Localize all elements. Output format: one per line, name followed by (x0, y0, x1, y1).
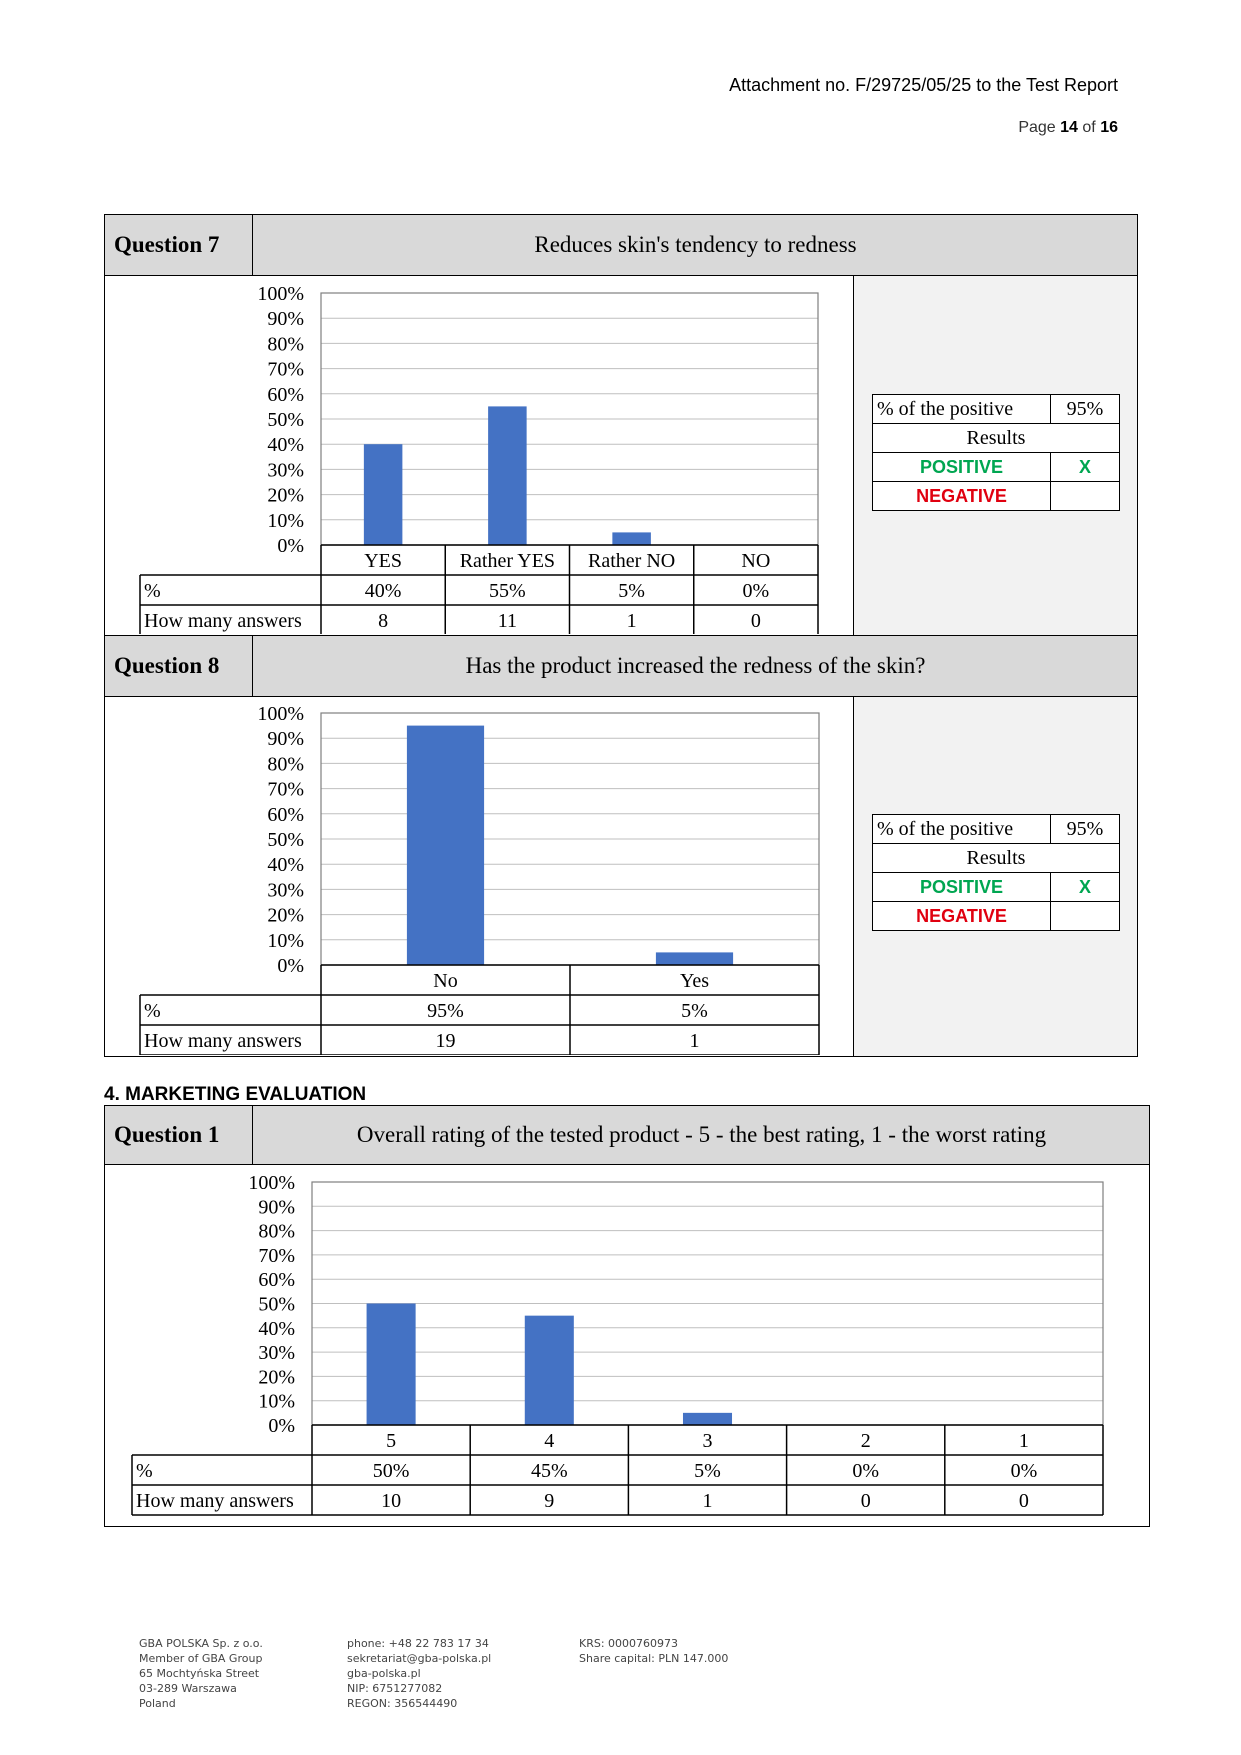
row-label-percent: % (136, 1460, 153, 1482)
y-tick-label: 20% (267, 484, 304, 507)
footer-registry (579, 1636, 728, 1666)
answer-count: 19 (435, 1030, 456, 1052)
question-label: Question 7 (105, 215, 253, 275)
percent-value: 95% (427, 1000, 464, 1022)
results-table (872, 814, 1120, 931)
question-label: Question 1 (105, 1106, 253, 1164)
results-label: Results (873, 844, 1120, 873)
answer-count: 0 (1018, 1490, 1029, 1512)
question-label: Question 8 (105, 636, 253, 696)
question-8-box (104, 635, 1138, 1057)
question-8-header (105, 636, 1137, 697)
positive-percent-value: 95% (1051, 395, 1120, 424)
answer-count: 11 (497, 610, 518, 632)
percent-value: 5% (694, 1460, 721, 1482)
negative-mark (1051, 482, 1120, 511)
answer-count: 1 (702, 1490, 713, 1512)
marketing-question-1-box (104, 1105, 1150, 1527)
y-tick-label: 100% (248, 1172, 295, 1194)
row-label-count: How many answers (144, 610, 302, 632)
positive-percent-label: % of the positive (873, 815, 1051, 844)
results-table (872, 394, 1120, 511)
category-label: Yes (679, 970, 710, 992)
category-label: YES (364, 550, 403, 572)
answer-count: 10 (381, 1490, 402, 1512)
footer-line: Poland (139, 1697, 176, 1710)
y-tick-label: 50% (267, 829, 304, 851)
y-tick-label: 50% (267, 409, 304, 431)
results-label: Results (873, 424, 1120, 453)
footer-regon: REGON: 356544490 (347, 1697, 458, 1710)
answer-count: 8 (378, 610, 389, 632)
y-tick-label: 70% (258, 1244, 295, 1267)
results-panel (853, 697, 1137, 1056)
percent-value: 40% (364, 580, 402, 602)
y-tick-label: 30% (267, 879, 304, 902)
footer-line: 03-289 Warszawa (139, 1682, 237, 1695)
row-label-count: How many answers (144, 1030, 302, 1052)
positive-label: POSITIVE (873, 873, 1051, 902)
percent-value: 0% (852, 1460, 880, 1482)
y-tick-label: 60% (267, 383, 304, 406)
footer-email: sekretariat@gba-polska.pl (347, 1652, 492, 1665)
footer-line: Member of GBA Group (139, 1652, 263, 1665)
footer-capital: Share capital: PLN 147.000 (579, 1652, 729, 1665)
positive-mark: X (1051, 453, 1120, 482)
answer-count: 9 (544, 1490, 555, 1512)
y-tick-label: 60% (267, 803, 304, 826)
y-tick-label: 10% (267, 509, 304, 532)
percent-value: 45% (530, 1460, 568, 1482)
y-tick-label: 70% (267, 778, 304, 801)
negative-label: NEGATIVE (873, 482, 1051, 511)
category-label: Rather YES (459, 550, 556, 572)
y-tick-label: 80% (258, 1220, 295, 1243)
negative-label: NEGATIVE (873, 902, 1051, 931)
y-tick-label: 80% (267, 333, 304, 356)
y-tick-label: 90% (267, 308, 304, 331)
results-panel (853, 276, 1137, 636)
y-tick-label: 70% (267, 358, 304, 381)
category-label: Rather NO (588, 550, 676, 572)
question-title: Reduces skin's tendency to redness (534, 232, 857, 257)
category-label: 4 (544, 1430, 555, 1452)
bar (683, 1413, 732, 1425)
y-tick-label: 0% (277, 535, 304, 557)
footer-contact (347, 1636, 491, 1711)
y-tick-label: 0% (277, 955, 304, 977)
positive-percent-value: 95% (1051, 815, 1120, 844)
bar (364, 444, 403, 545)
y-tick-label: 0% (268, 1415, 295, 1437)
y-tick-label: 20% (267, 904, 304, 927)
question-title: Has the product increased the redness of the skin? (465, 653, 926, 678)
category-label: 3 (702, 1430, 713, 1452)
bar (407, 726, 484, 965)
attachment-reference: Attachment no. F/29725/05/25 to the Test Report (729, 75, 1118, 95)
marketing-question-1-header (105, 1106, 1149, 1165)
footer-line: 65 Mochtyńska Street (139, 1667, 260, 1680)
negative-mark (1051, 902, 1120, 931)
answer-count: 1 (689, 1030, 700, 1052)
category-label: No (433, 970, 458, 992)
y-tick-label: 90% (258, 1196, 295, 1219)
question-7-box (104, 214, 1138, 637)
answer-count: 0 (750, 610, 761, 632)
y-tick-label: 10% (258, 1390, 295, 1413)
footer-website: gba-polska.pl (347, 1667, 421, 1680)
y-tick-label: 40% (267, 434, 304, 457)
percent-value: 55% (489, 580, 526, 602)
footer-line: GBA POLSKA Sp. z o.o. (139, 1637, 263, 1650)
y-tick-label: 30% (267, 459, 304, 482)
bar (488, 406, 527, 545)
category-label: 1 (1018, 1430, 1029, 1452)
question-8-chart (105, 697, 852, 1055)
answer-count: 1 (626, 610, 637, 632)
percent-value: 0% (742, 580, 770, 602)
row-label-percent: % (144, 1000, 161, 1022)
category-label: 2 (860, 1430, 871, 1452)
question-7-header (105, 215, 1137, 276)
percent-value: 5% (681, 1000, 708, 1022)
row-label-count: How many answers (136, 1490, 294, 1512)
y-tick-label: 10% (267, 929, 304, 952)
footer-phone: phone: +48 22 783 17 34 (347, 1637, 489, 1650)
footer-company (139, 1636, 263, 1711)
footer-krs: KRS: 0000760973 (579, 1637, 679, 1650)
bar (612, 532, 651, 545)
category-label: 5 (386, 1430, 397, 1452)
positive-label: POSITIVE (873, 453, 1051, 482)
y-tick-label: 60% (258, 1269, 295, 1292)
positive-mark: X (1051, 873, 1120, 902)
bar (525, 1316, 574, 1425)
y-tick-label: 50% (258, 1293, 295, 1316)
positive-percent-label: % of the positive (873, 395, 1051, 424)
rating-chart (105, 1165, 1149, 1525)
y-tick-label: 100% (257, 283, 304, 305)
percent-value: 0% (1010, 1460, 1038, 1482)
y-tick-label: 90% (267, 728, 304, 751)
footer-nip: NIP: 6751277082 (347, 1682, 443, 1695)
y-tick-label: 30% (258, 1342, 295, 1365)
answer-count: 0 (860, 1490, 871, 1512)
y-tick-label: 40% (258, 1317, 295, 1340)
percent-value: 50% (372, 1460, 410, 1482)
y-tick-label: 20% (258, 1366, 295, 1389)
row-label-percent: % (144, 580, 161, 602)
question-7-chart (105, 276, 852, 634)
page-number: Page 14 of 16 (1018, 119, 1118, 136)
percent-value: 5% (618, 580, 645, 602)
y-tick-label: 40% (267, 854, 304, 877)
bar (656, 952, 733, 965)
bar (367, 1304, 416, 1426)
question-title: Overall rating of the tested product - 5 - the best rating, 1 - the worst rating (356, 1122, 1047, 1147)
y-tick-label: 100% (257, 703, 304, 725)
y-tick-label: 80% (267, 753, 304, 776)
section-title: 4. MARKETING EVALUATION (104, 1084, 367, 1105)
category-label: NO (741, 550, 771, 572)
